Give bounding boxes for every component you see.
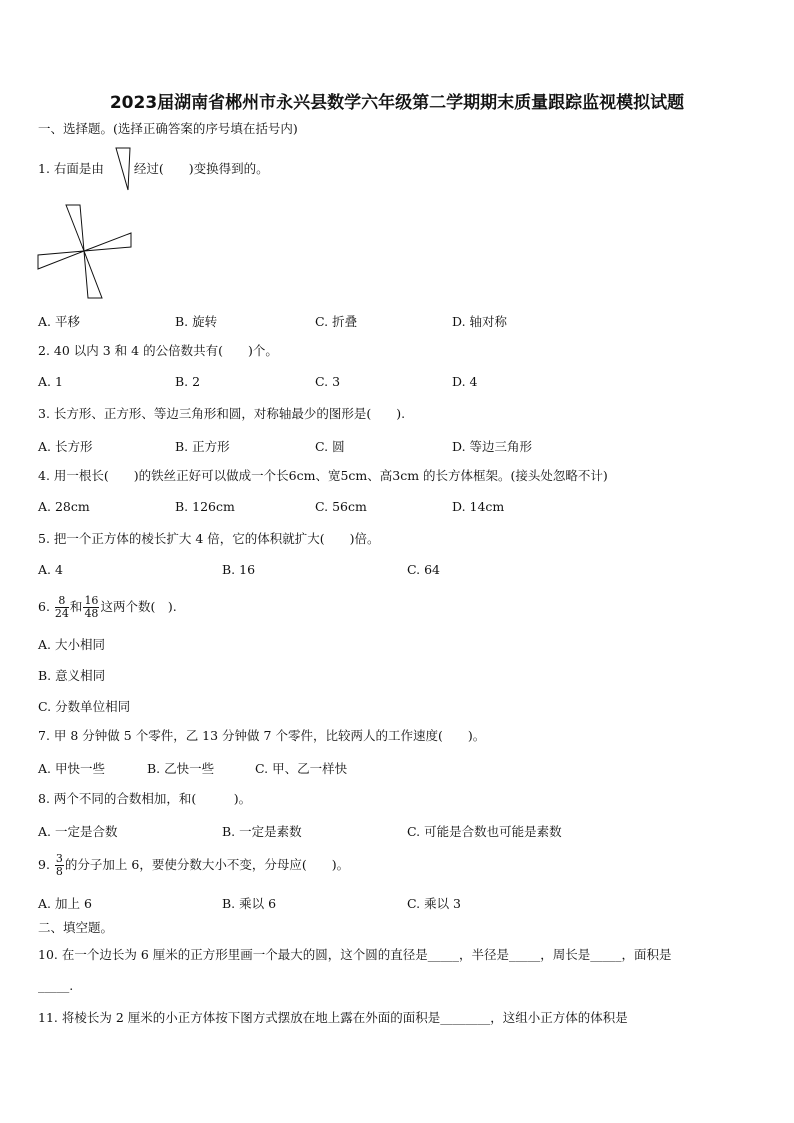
question-5-option-c[interactable]: C. 64	[407, 562, 440, 577]
question-10: 10. 在一个边长为 6 厘米的正方形里画一个最大的圆，这个圆的直径是_____，半径是_____，周长是_____，面积是	[38, 947, 672, 962]
fraction-denominator: 48	[84, 607, 99, 620]
question-1-option-d[interactable]: D. 轴对称	[452, 314, 508, 329]
question-3: 3. 长方形、正方形、等边三角形和圆，对称轴最少的图形是( ).	[38, 406, 406, 421]
question-5: 5. 把一个正方体的棱长扩大 4 倍，它的体积就扩大( )倍。	[38, 531, 380, 546]
fraction-3-8	[55, 853, 64, 878]
fraction-numerator: 16	[84, 594, 99, 607]
question-3-option-d[interactable]: D. 等边三角形	[452, 439, 533, 454]
fraction-numerator: 3	[55, 852, 63, 865]
question-7-option-c[interactable]: C. 甲、乙一样快	[255, 761, 348, 776]
question-7: 7. 甲 8 分钟做 5 个零件，乙 13 分钟做 7 个零件，比较两人的工作速度( )。	[38, 728, 486, 743]
question-10-continued: _____.	[38, 978, 74, 993]
section-heading-choice: 一、选择题。(选择正确答案的序号填在括号内)	[38, 121, 298, 136]
question-4: 4. 用一根长( )的铁丝正好可以做成一个长6cm、宽5cm、高3cm 的长方体框架。(接头处忽略不计)	[38, 468, 608, 483]
question-1	[38, 161, 269, 177]
question-2-option-a[interactable]: A. 1	[38, 374, 63, 389]
question-3-option-a[interactable]: A. 长方形	[38, 439, 93, 454]
question-9-option-a[interactable]: A. 加上 6	[38, 896, 92, 911]
question-7-option-b[interactable]: B. 乙快一些	[147, 761, 215, 776]
question-6-prefix: 6.	[38, 599, 50, 614]
question-6-suffix: 这两个数( ).	[100, 599, 177, 614]
question-1-suffix: 经过( )变换得到的。	[133, 161, 269, 176]
question-3-option-c[interactable]: C. 圆	[315, 439, 345, 454]
question-8-option-a[interactable]: A. 一定是合数	[38, 824, 118, 839]
section-heading-fill: 二、填空题。	[38, 920, 114, 935]
question-7-option-a[interactable]: A. 甲快一些	[38, 761, 105, 776]
question-6-and: 和	[69, 599, 83, 614]
question-1-option-a[interactable]: A. 平移	[38, 314, 80, 329]
question-4-option-a[interactable]: A. 28cm	[38, 499, 90, 514]
question-6	[38, 592, 177, 622]
fraction-8-24	[55, 595, 69, 620]
question-2: 2. 40 以内 3 和 4 的公倍数共有( )个。	[38, 343, 278, 358]
question-4-option-d[interactable]: D. 14cm	[452, 499, 505, 514]
fraction-numerator: 8	[55, 595, 69, 608]
question-2-option-b[interactable]: B. 2	[175, 374, 201, 389]
question-6-option-c[interactable]: C. 分数单位相同	[38, 699, 131, 714]
fraction-denominator: 24	[54, 607, 69, 620]
question-2-option-c[interactable]: C. 3	[315, 374, 341, 389]
question-9	[38, 850, 349, 880]
question-8: 8. 两个不同的合数相加，和( )。	[38, 791, 252, 806]
question-4-option-c[interactable]: C. 56cm	[315, 499, 367, 514]
question-9-option-b[interactable]: B. 乘以 6	[222, 896, 277, 911]
question-11: 11. 将棱长为 2 厘米的小正方体按下图方式摆放在地上露在外面的面积是________，这组小正方体的体积是	[38, 1010, 628, 1025]
fraction-16-48	[83, 595, 99, 620]
fraction-denominator: 8	[55, 865, 63, 878]
question-2-option-d[interactable]: D. 4	[452, 374, 478, 389]
question-1-option-c[interactable]: C. 折叠	[315, 314, 358, 329]
question-9-suffix: 的分子加上 6，要使分数大小不变，分母应( )。	[64, 857, 350, 872]
question-6-option-b[interactable]: B. 意义相同	[38, 668, 106, 683]
question-1-pinwheel-figure	[36, 203, 134, 301]
question-1-option-b[interactable]: B. 旋转	[175, 314, 218, 329]
page-title: 2023届湖南省郴州市永兴县数学六年级第二学期期末质量跟踪监视模拟试题	[109, 93, 685, 113]
question-3-option-b[interactable]: B. 正方形	[175, 439, 230, 454]
question-9-prefix: 9.	[38, 857, 50, 872]
question-9-option-c[interactable]: C. 乘以 3	[407, 896, 461, 911]
question-5-option-b[interactable]: B. 16	[222, 562, 256, 577]
question-8-option-c[interactable]: C. 可能是合数也可能是素数	[407, 824, 562, 839]
question-5-option-a[interactable]: A. 4	[38, 562, 63, 577]
question-8-option-b[interactable]: B. 一定是素数	[222, 824, 302, 839]
question-1-prefix: 1. 右面是由	[38, 161, 104, 176]
question-1-small-triangle-figure	[114, 146, 132, 192]
question-4-option-b[interactable]: B. 126cm	[175, 499, 235, 514]
question-6-option-a[interactable]: A. 大小相同	[38, 637, 105, 652]
